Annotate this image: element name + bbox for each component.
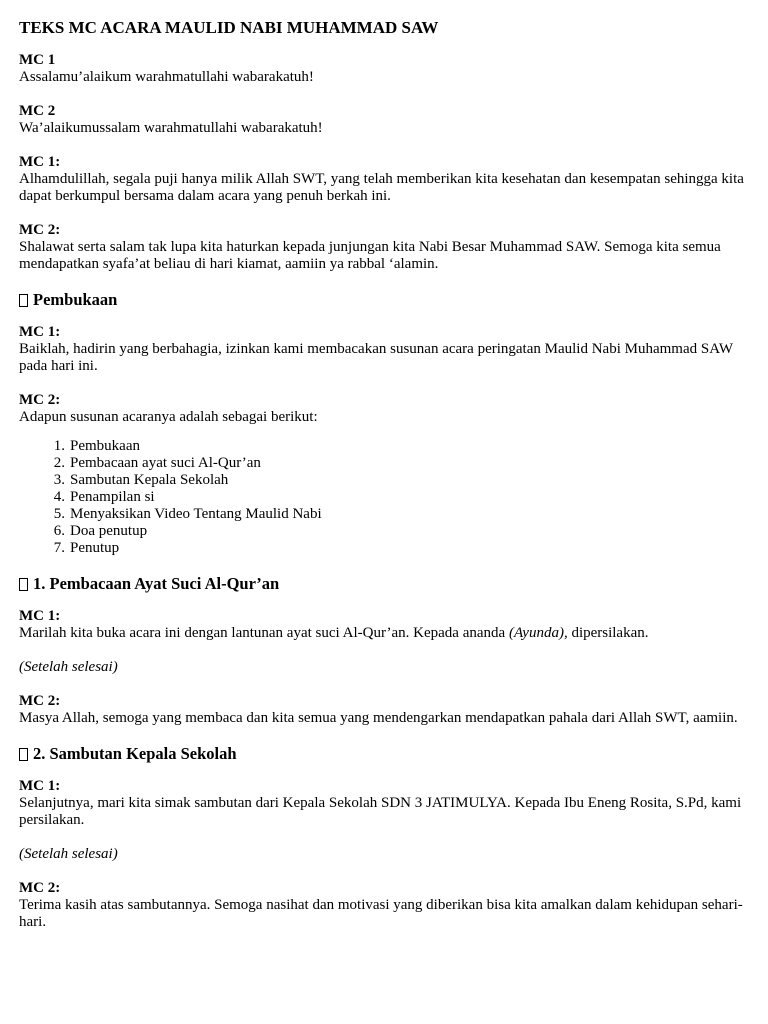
dialogue-text: Terima kasih atas sambutannya. Semoga nasihat dan motivasi yang diberikan bisa kita amalkan dalam kehidupan sehari-hari. <box>19 897 743 930</box>
agenda-item <box>19 540 746 557</box>
dialogue-text: Assalamu’alaikum warahmatullahi wabarakatuh! <box>19 69 314 85</box>
agenda-number: 6. <box>53 523 65 539</box>
dialogue-block <box>19 154 746 205</box>
speaker-label: MC 1: <box>19 324 61 340</box>
dialogue-block <box>19 103 746 137</box>
missing-glyph-box-icon <box>19 578 28 591</box>
dialogue-block <box>19 880 746 931</box>
section-heading-pembukaan <box>19 290 746 310</box>
agenda-number: 3. <box>53 472 65 488</box>
speaker-label: MC 1: <box>19 778 61 794</box>
stage-note: (Setelah selesai) <box>19 846 118 862</box>
section-heading-text: 1. Pembacaan Ayat Suci Al-Qur’an <box>33 574 280 593</box>
speaker-label: MC 2: <box>19 880 61 896</box>
agenda-item <box>19 472 746 489</box>
agenda-number: 4. <box>53 489 65 505</box>
dialogue-text: Adapun susunan acaranya adalah sebagai berikut: <box>19 409 318 425</box>
agenda-item <box>19 489 746 506</box>
agenda-label: Doa penutup <box>70 523 148 539</box>
dialogue-text-part: , dipersilakan. <box>563 625 649 641</box>
dialogue-block <box>19 392 746 426</box>
stage-note: (Setelah selesai) <box>19 659 118 675</box>
agenda-label: Pembacaan ayat suci Al-Qur’an <box>70 455 261 471</box>
speaker-label: MC 2: <box>19 693 61 709</box>
dialogue-text: Masya Allah, semoga yang membaca dan kita semua yang mendengarkan mendapatkan pahala dari Allah SWT, aamiin. <box>19 710 738 726</box>
speaker-label: MC 1: <box>19 154 61 170</box>
dialogue-block <box>19 52 746 86</box>
agenda-label: Sambutan Kepala Sekolah <box>70 472 229 488</box>
dialogue-block <box>19 778 746 829</box>
agenda-item <box>19 523 746 540</box>
agenda-label: Penutup <box>70 540 120 556</box>
dialogue-text <box>19 625 746 642</box>
missing-glyph-box-icon <box>19 294 28 307</box>
reader-name: (Ayunda) <box>508 625 564 641</box>
speaker-label: MC 2: <box>19 222 61 238</box>
dialogue-text: Wa’alaikumussalam warahmatullahi wabarakatuh! <box>19 120 323 136</box>
document-title: TEKS MC ACARA MAULID NABI MUHAMMAD SAW <box>19 18 439 37</box>
agenda-number: 7. <box>53 540 65 556</box>
speaker-label: MC 1 <box>19 52 56 68</box>
agenda-list <box>19 438 746 557</box>
agenda-number: 5. <box>53 506 65 522</box>
section-heading-text: Pembukaan <box>33 290 118 309</box>
section-heading-quran <box>19 574 746 594</box>
dialogue-text-part: Marilah kita buka acara ini dengan lantunan ayat suci Al-Qur’an. Kepada ananda <box>19 625 509 641</box>
section-heading-text: 2. Sambutan Kepala Sekolah <box>33 744 237 763</box>
missing-glyph-box-icon <box>19 748 28 761</box>
dialogue-block <box>19 324 746 375</box>
dialogue-block <box>19 608 746 642</box>
dialogue-block <box>19 222 746 273</box>
agenda-label: Menyaksikan Video Tentang Maulid Nabi <box>70 506 322 522</box>
agenda-item <box>19 455 746 472</box>
section-heading-sambutan <box>19 744 746 764</box>
agenda-label: Pembukaan <box>70 438 140 454</box>
dialogue-block <box>19 693 746 727</box>
dialogue-text: Shalawat serta salam tak lupa kita haturkan kepada junjungan kita Nabi Besar Muhammad SAW. Semoga kita semua mendapatkan syafa’at beliau di hari kiamat, aamiin ya rabbal ‘alamin. <box>19 239 721 272</box>
agenda-label: Penampilan si <box>70 489 155 505</box>
agenda-number: 1. <box>53 438 65 454</box>
dialogue-text: Selanjutnya, mari kita simak sambutan dari Kepala Sekolah SDN 3 JATIMULYA. Kepada Ibu Eneng Rosita, S.Pd, kami persilakan. <box>19 795 742 828</box>
speaker-label: MC 2 <box>19 103 56 119</box>
speaker-label: MC 2: <box>19 392 61 408</box>
agenda-number: 2. <box>53 455 65 471</box>
agenda-item <box>19 506 746 523</box>
speaker-label: MC 1: <box>19 608 61 624</box>
dialogue-text: Baiklah, hadirin yang berbahagia, izinkan kami membacakan susunan acara peringatan Maulid Nabi Muhammad SAW pada hari ini. <box>19 341 733 374</box>
agenda-item <box>19 438 746 455</box>
dialogue-text: Alhamdulillah, segala puji hanya milik Allah SWT, yang telah memberikan kita kesehatan dan kesempatan sehingga kita dapat berkumpul bersama dalam acara yang penuh berkah ini. <box>19 171 744 204</box>
